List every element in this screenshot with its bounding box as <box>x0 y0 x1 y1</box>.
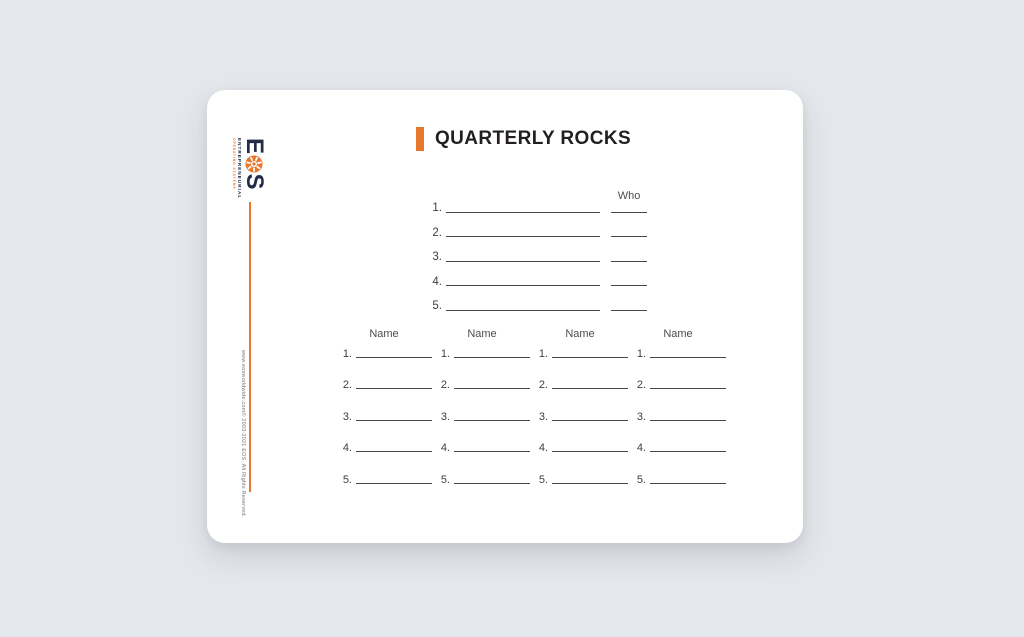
name-row <box>532 423 628 455</box>
eos-aperture-icon <box>245 155 263 173</box>
name-row <box>336 423 432 455</box>
name-column-4 <box>630 328 728 486</box>
name-blank-line <box>552 420 628 421</box>
name-row-number: 3. <box>342 410 352 423</box>
rock-row-number: 4. <box>432 275 442 288</box>
name-blank-line <box>552 388 628 389</box>
name-row-number: 4. <box>538 442 548 454</box>
rock-blank-line <box>446 310 600 311</box>
rock-row <box>424 215 647 240</box>
name-row <box>630 391 726 423</box>
name-row-number: 1. <box>342 347 352 360</box>
name-blank-line <box>356 451 432 452</box>
logo-subtitle-line2: OPERATING SYSTEM® <box>232 138 237 190</box>
rocks-list <box>424 190 647 313</box>
name-column-rows <box>532 328 628 486</box>
page-title: QUARTERLY ROCKS <box>435 128 632 149</box>
name-row-number: 5. <box>636 473 646 486</box>
rock-row-number: 2. <box>432 226 442 239</box>
name-row-number: 5. <box>538 473 548 486</box>
footer-website: www.eosworldwide.com <box>240 350 246 413</box>
rock-blank-line <box>446 236 600 237</box>
title-accent-bar <box>416 127 424 151</box>
name-row-number: 5. <box>342 473 352 486</box>
name-row-number: 5. <box>440 473 450 486</box>
who-blank-line <box>611 285 647 286</box>
name-row <box>434 423 530 455</box>
rock-blank-line <box>446 212 600 213</box>
name-blank-line <box>454 451 530 452</box>
name-blank-line <box>552 451 628 452</box>
name-blank-line <box>650 483 726 484</box>
name-row-number: 1. <box>440 347 450 360</box>
name-row-number: 4. <box>636 442 646 454</box>
name-row <box>532 391 628 423</box>
name-column-rows <box>434 328 530 486</box>
name-row-number: 4. <box>440 442 450 454</box>
rock-row-number: 1. <box>432 202 442 214</box>
who-blank-line <box>611 261 647 262</box>
name-row-number: 2. <box>342 379 352 391</box>
name-blank-line <box>356 420 432 421</box>
name-blank-line <box>356 483 432 484</box>
name-row <box>336 360 432 392</box>
name-blank-line <box>650 357 726 358</box>
name-column-header: Name <box>369 328 399 340</box>
name-row <box>336 454 432 486</box>
name-row <box>434 360 530 392</box>
name-row <box>434 391 530 423</box>
name-column-2 <box>434 328 532 486</box>
rock-row <box>424 288 647 313</box>
name-blank-line <box>552 357 628 358</box>
name-blank-line <box>454 357 530 358</box>
name-row <box>630 423 726 455</box>
who-blank-line <box>611 310 647 311</box>
name-row-number: 3. <box>440 410 450 423</box>
name-columns-grid <box>336 328 728 486</box>
who-blank-line <box>611 236 647 237</box>
name-column-3 <box>532 328 630 486</box>
logo-subtitle-line1: ENTREPRENEURIAL <box>237 138 243 200</box>
name-blank-line <box>650 420 726 421</box>
rock-row-number: 5. <box>432 300 442 312</box>
name-row <box>532 360 628 392</box>
name-row-number: 2. <box>440 379 450 391</box>
name-blank-line <box>454 388 530 389</box>
name-blank-line <box>356 388 432 389</box>
name-row <box>434 454 530 486</box>
name-column-1 <box>336 328 434 486</box>
rock-row <box>424 190 647 215</box>
rock-row <box>424 264 647 289</box>
name-row <box>532 454 628 486</box>
name-blank-line <box>650 451 726 452</box>
footer-credits <box>239 350 247 518</box>
name-column-header: Name <box>565 328 595 340</box>
name-row-number: 4. <box>342 442 352 454</box>
eos-wordmark <box>241 138 268 200</box>
who-blank-line <box>611 212 647 213</box>
name-row-number: 2. <box>538 379 548 391</box>
name-blank-line <box>650 388 726 389</box>
name-row-number: 3. <box>636 410 646 423</box>
name-row-number: 2. <box>636 379 646 391</box>
worksheet-card <box>207 90 803 543</box>
left-accent-rule <box>249 202 251 492</box>
title-block <box>416 126 631 152</box>
name-blank-line <box>454 420 530 421</box>
eos-letter-s: S <box>241 173 268 190</box>
name-row-number: 1. <box>636 347 646 360</box>
who-column-header: Who <box>617 190 641 202</box>
name-column-header: Name <box>663 328 693 340</box>
rock-row-number: 3. <box>432 251 442 263</box>
name-column-header: Name <box>467 328 497 340</box>
name-row-number: 1. <box>538 347 548 360</box>
name-row <box>336 391 432 423</box>
name-column-rows <box>336 328 432 486</box>
rock-blank-line <box>446 285 600 286</box>
name-row-number: 3. <box>538 410 548 423</box>
name-blank-line <box>356 357 432 358</box>
rock-row <box>424 239 647 264</box>
name-row <box>630 454 726 486</box>
name-blank-line <box>454 483 530 484</box>
footer-copyright: © 2003-2021 EOS. All Rights Reserved. <box>240 412 246 518</box>
rock-blank-line <box>446 261 600 262</box>
eos-logo <box>232 138 268 200</box>
eos-letter-e: E <box>241 138 268 154</box>
name-blank-line <box>552 483 628 484</box>
name-column-rows <box>630 328 726 486</box>
name-row <box>630 360 726 392</box>
